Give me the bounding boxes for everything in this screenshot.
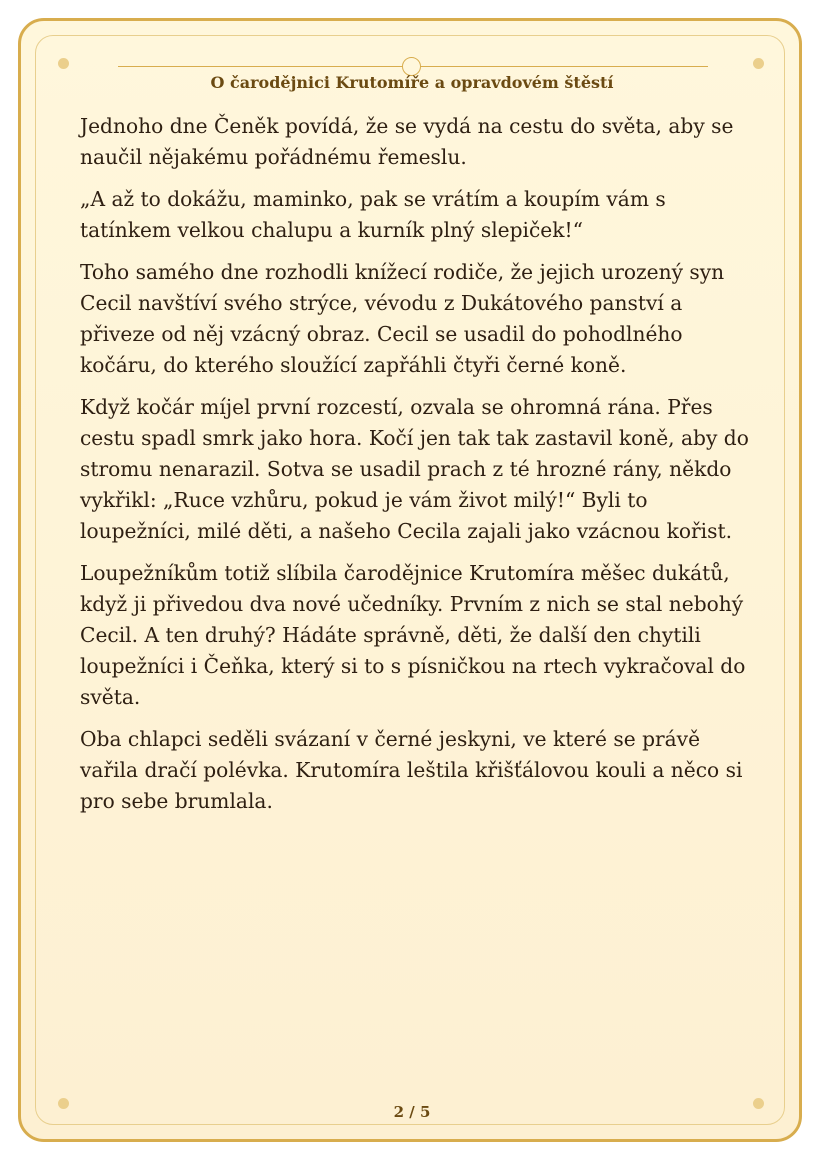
story-paragraph: Oba chlapci seděli svázaní v černé jeskyni, ve které se právě vařila dračí polévka. Krutomíra leštila křišťálovou kouli a něco si pro sebe brumlala. bbox=[80, 727, 743, 813]
corner-ornament-top-right bbox=[753, 58, 764, 69]
story-title: O čarodějnici Krutomíře a opravdovém štěstí bbox=[210, 73, 614, 92]
story-paragraph: Toho samého dne rozhodli knížecí rodiče, že jejich urozený syn Cecil navštíví svého strýce, vévodu z Dukátového panství a přiveze od něj vzácný obraz. Cecil se usadil do pohodlného kočáru, do kterého sloužící zapřáhli čtyři černé koně. bbox=[80, 260, 725, 377]
corner-ornament-top-left bbox=[58, 58, 69, 69]
story-paragraph: „A až to dokážu, maminko, pak se vrátím a koupím vám s tatínkem velkou chalupu a kurník plný slepiček!“ bbox=[80, 187, 666, 242]
book-page bbox=[18, 18, 802, 1142]
story-body bbox=[80, 111, 750, 828]
story-paragraph: Loupežníkům totiž slíbila čarodějnice Krutomíra měšec dukátů, když ji přivedou dva nové učedníky. Prvním z nich se stal nebohý Cecil. A ten druhý? Hádáte správně, děti, že další den chytili loupežníci i Čeňka, který si to s písničkou na rtech vykračoval do světa. bbox=[80, 561, 746, 709]
story-paragraph: Jednoho dne Čeněk povídá, že se vydá na cestu do světa, aby se naučil nějakému pořádnému řemeslu. bbox=[80, 114, 734, 169]
story-paragraph: Když kočár míjel první rozcestí, ozvala se ohromná rána. Přes cestu spadl smrk jako hora. Kočí jen tak tak zastavil koně, aby do stromu nenarazil. Sotva se usadil prach z té hrozné rány, někdo vykřikl: „Ruce vzhůru, pokud je vám život milý!“ Byli to loupežníci, milé děti, a našeho Cecila zajali jako vzácnou kořist. bbox=[80, 395, 749, 543]
page-number: 2 / 5 bbox=[393, 1103, 431, 1121]
